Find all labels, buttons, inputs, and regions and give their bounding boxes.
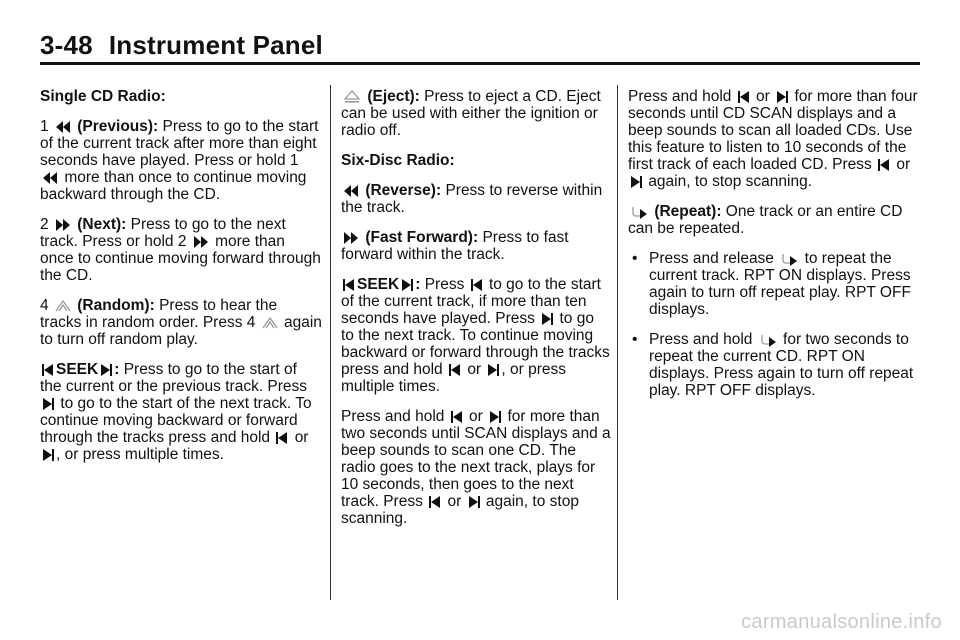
seek-forward-icon [487,363,499,377]
repeat-icon [780,252,798,266]
random-icon [262,316,278,330]
seek-forward-icon [42,397,54,411]
next-icon [193,235,209,249]
column-2 [341,88,611,540]
random-paragraph: 4 (Random): Press to hear the tracks in random order. Press 4 again to turn off random play. [40,297,322,348]
column-divider [617,85,618,600]
seek-forward-icon [401,278,413,292]
repeat-paragraph: (Repeat): One track or an entire CD can be repeated. [628,203,903,237]
reverse-icon [343,184,359,198]
seek-forward-icon [42,448,54,462]
seek-back-icon [42,363,54,377]
seek-forward-icon [776,90,788,104]
list-item: • Press and hold for two seconds to repeat the current CD. RPT ON displays. Press again to turn off repeat play. RPT OFF displays. [632,331,914,399]
seek-back-icon [471,278,483,292]
seek-forward-icon [541,312,553,326]
previous-icon [42,171,58,185]
column-1 [40,88,322,476]
watermark: carmanualsonline.info [741,611,942,633]
column-divider [330,85,331,600]
seek-back-icon [451,410,463,424]
seek-paragraph: SEEK : Press to go to the start of the current track, if more than ten seconds have played. Press to go to the next track. To continue moving backward or forward through the tracks press and hold or , or press multiple times. [341,276,610,395]
seek-back-icon [276,431,288,445]
section-heading: Six-Disc Radio: [341,152,455,169]
random-icon [55,299,71,313]
seek-back-icon [449,363,461,377]
repeat-bullet-list [628,250,920,399]
page-title: Instrument Panel [108,30,323,60]
seek-forward-icon [100,363,112,377]
seek-forward-icon [630,175,642,189]
section-heading: Single CD Radio: [40,88,166,105]
reverse-paragraph: (Reverse): Press to reverse within the track. [341,182,603,216]
previous-icon [55,120,71,134]
next-icon [55,218,71,232]
repeat-icon [630,205,648,219]
header-rule [40,62,920,65]
seek-forward-icon [468,495,480,509]
list-item: • Press and release to repeat the current track. RPT ON displays. Press again to turn off repeat play. RPT OFF displays. [632,250,911,318]
repeat-icon [759,333,777,347]
scan-paragraph: Press and hold or for more than two seconds until SCAN displays and a beep sounds to scan one CD. The radio goes to the next track, plays for 10 seconds, then goes to the next track. Press or again, to stop scanning. [341,408,611,527]
seek-forward-icon [489,410,501,424]
previous-paragraph: 1 (Previous): Press to go to the start of the current track after more than eight seconds have played. Press or hold 1 more than once to continue moving backward through the CD. [40,118,319,203]
eject-paragraph: (Eject): Press to eject a CD. Eject can be used with either the ignition or radio off. [341,88,601,139]
fast-forward-paragraph: (Fast Forward): Press to fast forward within the track. [341,229,569,263]
eject-icon [343,90,361,104]
section-number: 3-48 [40,30,93,60]
seek-back-icon [343,278,355,292]
seek-back-icon [429,495,441,509]
seek-paragraph: SEEK : Press to go to the start of the current or the previous track. Press to go to the start of the next track. To continue moving backward or forward through the tracks press and hold or , or press multiple times. [40,361,312,463]
seek-back-icon [738,90,750,104]
column-3 [628,88,920,412]
scan-all-paragraph: Press and hold or for more than four seconds until CD SCAN displays and a beep sounds to scan all loaded CDs. Use this feature to listen to 10 seconds of the first track of each loaded CD. Press or again, to stop scanning. [628,88,918,190]
page-header [40,30,323,61]
seek-back-icon [878,158,890,172]
fast-forward-icon [343,231,359,245]
next-paragraph: 2 (Next): Press to go to the next track. Press or hold 2 more than once to continue moving forward through the CD. [40,216,321,284]
bullet-icon: • [632,331,638,348]
bullet-icon: • [632,250,638,267]
